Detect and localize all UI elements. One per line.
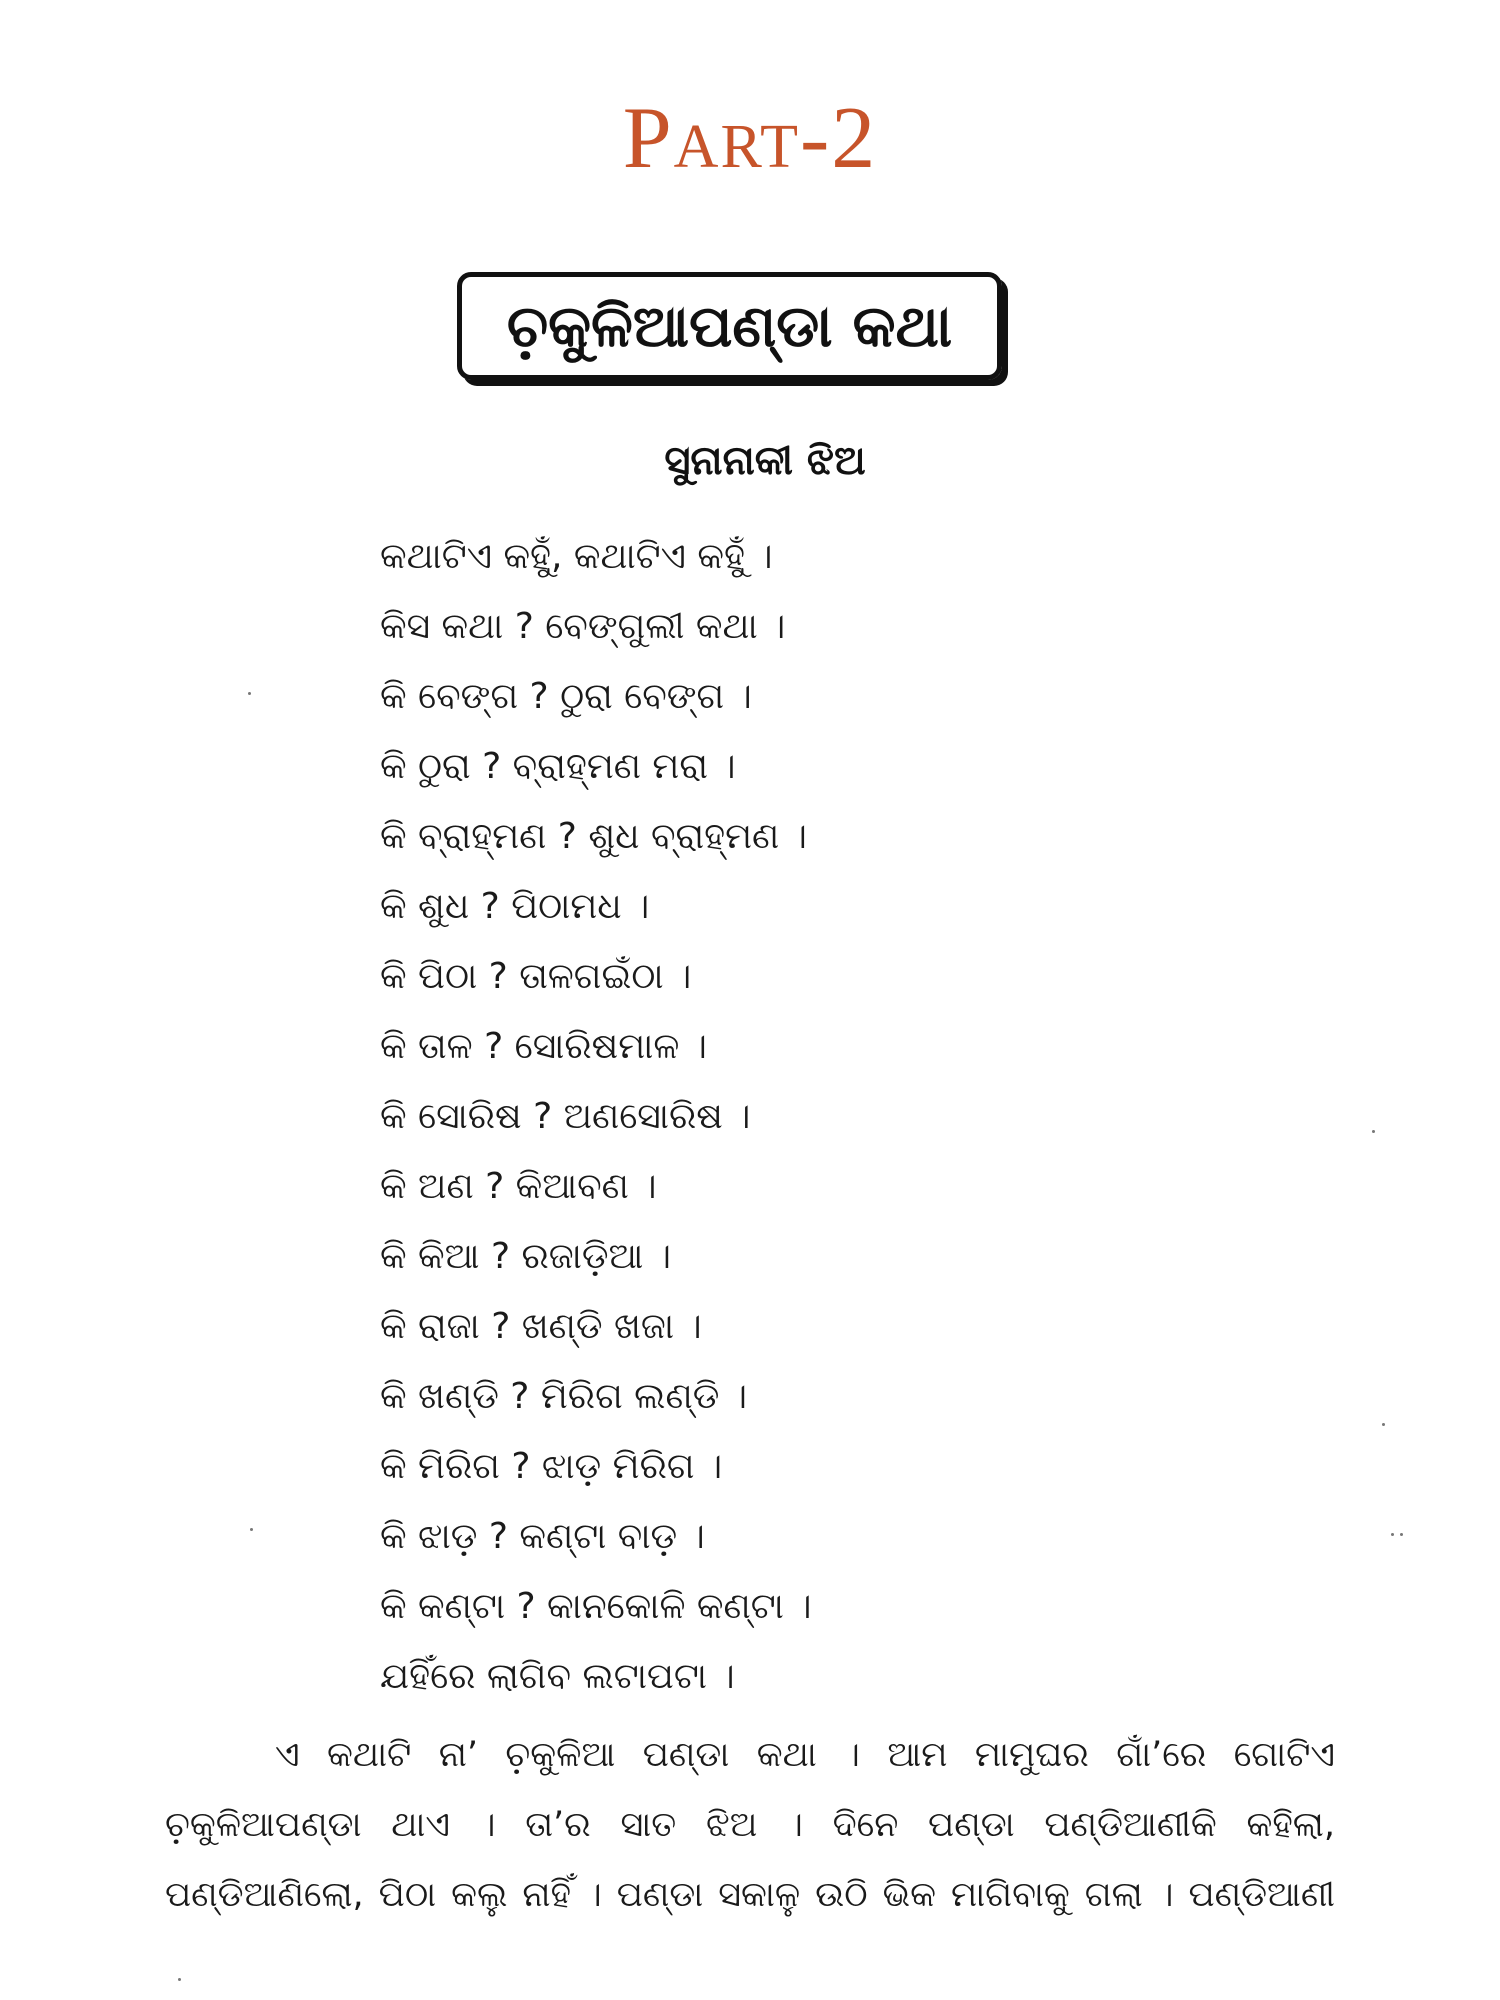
paper-speck (1372, 1130, 1375, 1133)
paragraph-line: ପଣ୍ଡିଆଣିଲୋ, ପିଠା କଲୁ ନାହିଁ । ପଣ୍ଡା ସକାଳୁ ଉଠି ଭିକ ମାଗିବାକୁ ଗଲା । ପଣ୍ଡିଆଣୀ (165, 1875, 1335, 1915)
verse-line: କି ଖଣ୍ଡି ? ମିରିଗ ଲଣ୍ଡି । (380, 1376, 748, 1417)
verse-line: କି ଶୁଧ ? ପିଠାମଧ । (380, 886, 650, 927)
paper-speck (1391, 1533, 1394, 1536)
verse-line: କି ମିରିଗ ? ଝାଡ଼ ମିରିଗ । (380, 1446, 723, 1487)
paper-speck (1382, 1423, 1385, 1426)
verse-line: କିସ କଥା ? ବେଙ୍ଗୁଲୀ କଥା । (380, 606, 786, 647)
verse-line: କି କଣ୍ଟା ? କାନକୋଳି କଣ୍ଟା । (380, 1586, 812, 1627)
story-paragraph (165, 1720, 1335, 1930)
verse-line: ଯହିଁରେ ଲାଗିବ ଲଟାପଟା । (380, 1656, 735, 1697)
verse-line: କି ତାଳ ? ସୋରିଷମାଳ । (380, 1026, 707, 1067)
paper-speck (250, 1528, 253, 1531)
verse-line: କି ପିଠା ? ତାଳଗଇଁଠା । (380, 956, 692, 997)
verse-line: କଥାଟିଏ କହୁଁ, କଥାଟିଏ କହୁଁ । (380, 536, 773, 577)
story-title: ଚ଼କୁଳିଆପଣ୍ଡା କଥା (506, 291, 953, 360)
verse-line: କି ଠୁରା ? ବ୍ରାହ୍ମଣ ମରା । (380, 746, 736, 787)
paper-speck (178, 1978, 181, 1981)
rhyme-verse (380, 522, 1280, 1712)
story-subtitle: ସୁନାନାକୀ ଝିଅ (664, 438, 866, 484)
paragraph-line: ଏ କଥାଟି ନା’ ଚ଼କୁଳିଆ ପଣ୍ଡା କଥା । ଆମ ମାମୁଘର ଗାଁ’ରେ ଗୋଟିଏ (275, 1735, 1335, 1775)
verse-line: କି ଝାଡ଼ ? କଣ୍ଟା ବାଡ଼ । (380, 1516, 705, 1557)
verse-line: କି ବ୍ରାହ୍ମଣ ? ଶୁଧ ବ୍ରାହ୍ମଣ । (380, 816, 807, 857)
paragraph-line: ଚ଼କୁଳିଆପଣ୍ଡା ଥାଏ । ତା’ର ସାତ ଝିଅ । ଦିନେ ପଣ୍ଡା ପଣ୍ଡିଆଣୀକି କହିଲା, (165, 1805, 1335, 1845)
verse-line: କି ରାଜା ? ଖଣ୍ଡି ଖଜା । (380, 1306, 702, 1347)
verse-line: କି ସୋରିଷ ? ଅଣସୋରିଷ । (380, 1096, 751, 1137)
part-heading: Part-2 (622, 90, 878, 187)
verse-line: କି ବେଙ୍ଗ ? ଠୁରା ବେଙ୍ଗ । (380, 676, 752, 717)
paper-speck (1400, 1533, 1403, 1536)
story-title-box (457, 272, 1002, 380)
verse-line: କି ଅଣ ? କିଆବଣ । (380, 1166, 657, 1207)
paper-speck (248, 692, 251, 695)
verse-line: କି କିଆ ? ରଜାଡ଼ିଆ । (380, 1236, 672, 1277)
